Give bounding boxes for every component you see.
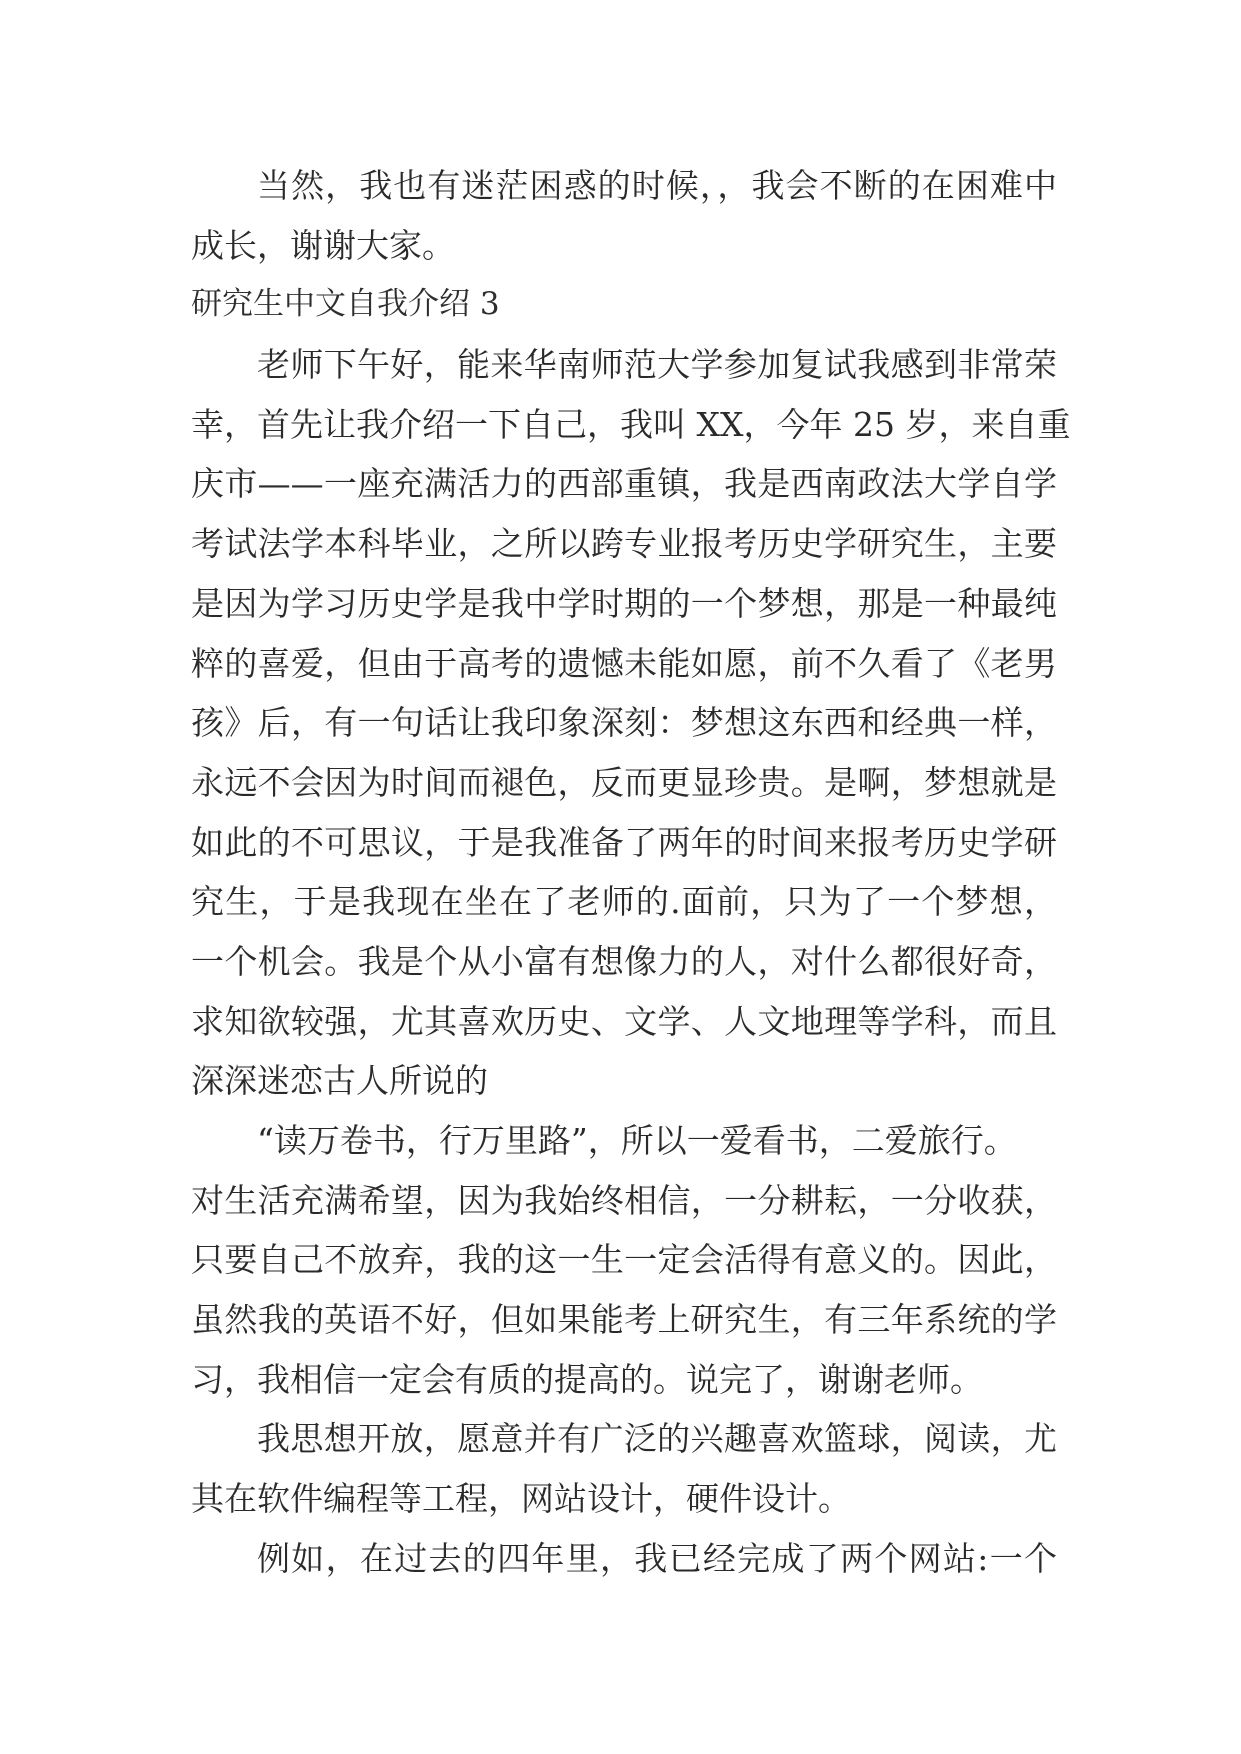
paragraph-line: 幸，首先让我介绍一下自己，我叫 XX，今年 25 岁，来自重: [191, 404, 1071, 444]
paragraph-line: 孩》后，有一句话让我印象深刻：梦想这东西和经典一样，: [191, 703, 1057, 743]
previous-paragraph: [191, 156, 1057, 275]
paragraph-line: 例如，在过去的四年里，我已经完成了两个网站:一个: [257, 1538, 1057, 1578]
paragraph-line: 当然，我也有迷茫困惑的时候，，我会不断的在困难中: [257, 166, 1057, 205]
paragraph: [191, 335, 1071, 1111]
paragraph-line: 成长，谢谢大家。: [191, 225, 455, 265]
paragraph: [191, 1111, 1057, 1409]
paragraph-line: 深深迷恋古人所说的: [191, 1061, 488, 1101]
paragraph-line: 对生活充满希望，因为我始终相信，一分耕耘，一分收获，: [191, 1180, 1057, 1220]
section-heading: 研究生中文自我介绍 3: [191, 286, 500, 323]
paragraph: [191, 1529, 1057, 1589]
paragraph-line: 庆市——一座充满活力的西部重镇，我是西南政法大学自学: [191, 464, 1057, 504]
paragraph-line: 一个机会。我是个从小富有想像力的人，对什么都很好奇，: [191, 941, 1057, 981]
paragraph-line: 虽然我的英语不好，但如果能考上研究生，有三年系统的学: [191, 1300, 1057, 1340]
paragraph-line: “读万卷书，行万里路”，所以一爱看书，二爱旅行。: [257, 1121, 1017, 1160]
paragraph-line: 考试法学本科毕业，之所以跨专业报考历史学研究生，主要: [191, 524, 1057, 564]
paragraph-line: 如此的不可思议，于是我准备了两年的时间来报考历史学研: [191, 822, 1057, 862]
paragraph-line: 求知欲较强，尤其喜欢历史、文学、人文地理等学科，而且: [191, 1001, 1057, 1041]
paragraph-line: 粹的喜爱，但由于高考的遗憾未能如愿，前不久看了《老男: [191, 643, 1057, 683]
paragraph-line: 老师下午好，能来华南师范大学参加复试我感到非常荣: [257, 345, 1057, 385]
paragraph-line: 我思想开放，愿意并有广泛的兴趣喜欢篮球，阅读，尤: [257, 1419, 1057, 1459]
paragraph-line: 究生，于是我现在坐在了老师的.面前，只为了一个梦想，: [191, 882, 1057, 922]
paragraph-line: 永远不会因为时间而褪色，反而更显珍贵。是啊，梦想就是: [191, 762, 1057, 802]
paragraph-line: 是因为学习历史学是我中学时期的一个梦想，那是一种最纯: [191, 583, 1057, 623]
paragraph-line: 习，我相信一定会有质的提高的。说完了，谢谢老师。: [191, 1359, 983, 1399]
paragraph-line: 只要自己不放弃，我的这一生一定会活得有意义的。因此，: [191, 1240, 1057, 1280]
document-body: [191, 156, 1071, 1589]
paragraph-line: 其在软件编程等工程，网站设计，硬件设计。: [191, 1479, 851, 1519]
paragraph: [191, 1409, 1057, 1528]
